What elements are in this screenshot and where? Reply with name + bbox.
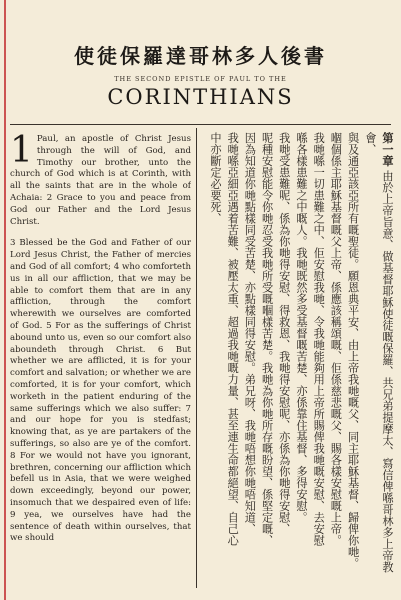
page-header: [10, 40, 391, 109]
english-column: [10, 134, 191, 589]
chinese-line-9: 我哋喺亞細亞遇着苦難、被壓太重、超過我哋嘅力量、甚至連生命都絕望、自己心: [226, 132, 240, 546]
english-book-title: CORINTHIANS: [107, 85, 294, 109]
chinese-column: [200, 132, 396, 588]
chinese-line-3: 嗰個係主耶穌基督嘅父上帝、係應該稱頌嘅、佢係慈悲嘅父、賜各樣安慰嘅上帝。: [329, 132, 343, 546]
page-edge-line: [4, 0, 6, 600]
column-divider: [196, 128, 197, 588]
chinese-chapter-label: 第一章: [381, 132, 394, 167]
chinese-line-10: 中亦斷定必要死、: [208, 132, 222, 224]
header-rule: [10, 124, 391, 125]
chinese-line-6: 我哋受患難呢、係為你哋得安慰、得救恩、我哋得安慰呢、亦係為你哋得安慰、: [277, 132, 291, 535]
chinese-line-2: 與及通亞該亞所有嘅聖徒。願恩典平安、由上帝我哋嘅父、同主耶穌基督、歸俾你哋。: [346, 132, 360, 569]
english-text-1: Paul, an apostle of Christ Jesus through the will of God, and Timothy our brother, unto the church of God which is at Corinth, with all the saints that are in the whole of Achaia: 2 Grace to you and peace from God our Father and the Lord Jesus Christ.: [10, 134, 191, 227]
chinese-line-1: [362, 132, 396, 588]
chinese-line-8: 因為知道你哋點樣同受苦楚、亦點樣同得安慰。弟兄呀、我哋唔想你哋唔知道、: [243, 132, 257, 535]
english-paragraph-2: [10, 238, 191, 545]
chinese-text-1: 由於上帝旨意、做基督耶穌使徒嘅保羅、共兄弟提摩太、寫信俾喺哥林多上帝教會、: [363, 132, 394, 573]
chinese-line-4: 我哋喺一切患難之中、佢安慰我哋、令我哋能夠用上帝所賜俾我哋嘅安慰、去安慰: [312, 132, 326, 546]
english-text-2: 3 Blessed be the God and Father of our Lord Jesus Christ, the Father of mercies and God of all comfort; 4 who comforteth us in all our affliction, that we may be able to comfort them that are in any affliction, through the comfort wherewith we ourselves are comforted of God. 5 For as the sufferings of Christ abound unto us, even so our comfort also aboundeth through Christ. 6 But whether we are afflicted, it is for your comfort and salvation; or whether we are comforted, it is for your comfort, which worketh in the patient enduring of the same sufferings which we also suffer: 7 and our hope for you is stedfast; knowing that, as ye are partakers of the sufferings, so also are ye of the comfort. 8 For we would not have you ignorant, brethren, concerning our affliction which befell us in Asia, that we were weighed down exceedingly, beyond our power, insomuch that we despaired even of life: 9 yea, we ourselves have had the sentence of death within ourselves, that we should: [10, 238, 191, 544]
english-subtitle: THE SECOND EPISTLE OF PAUL TO THE: [114, 75, 287, 83]
english-paragraph-1: [10, 134, 191, 228]
chinese-line-7: 呢種安慰能令你哋忍受我哋所受嘅嗰樣苦楚。我哋為你哋所存嘅盼望、係堅定嘅、: [260, 132, 274, 546]
chinese-line-5: 喺各樣患難之中嘅人。我哋既然多受基督嘅苦楚、亦係靠住基督、多得安慰。: [294, 132, 308, 523]
chinese-title: 使徒保羅達哥林多人後書: [74, 44, 327, 68]
chapter-number: 1: [10, 134, 33, 171]
